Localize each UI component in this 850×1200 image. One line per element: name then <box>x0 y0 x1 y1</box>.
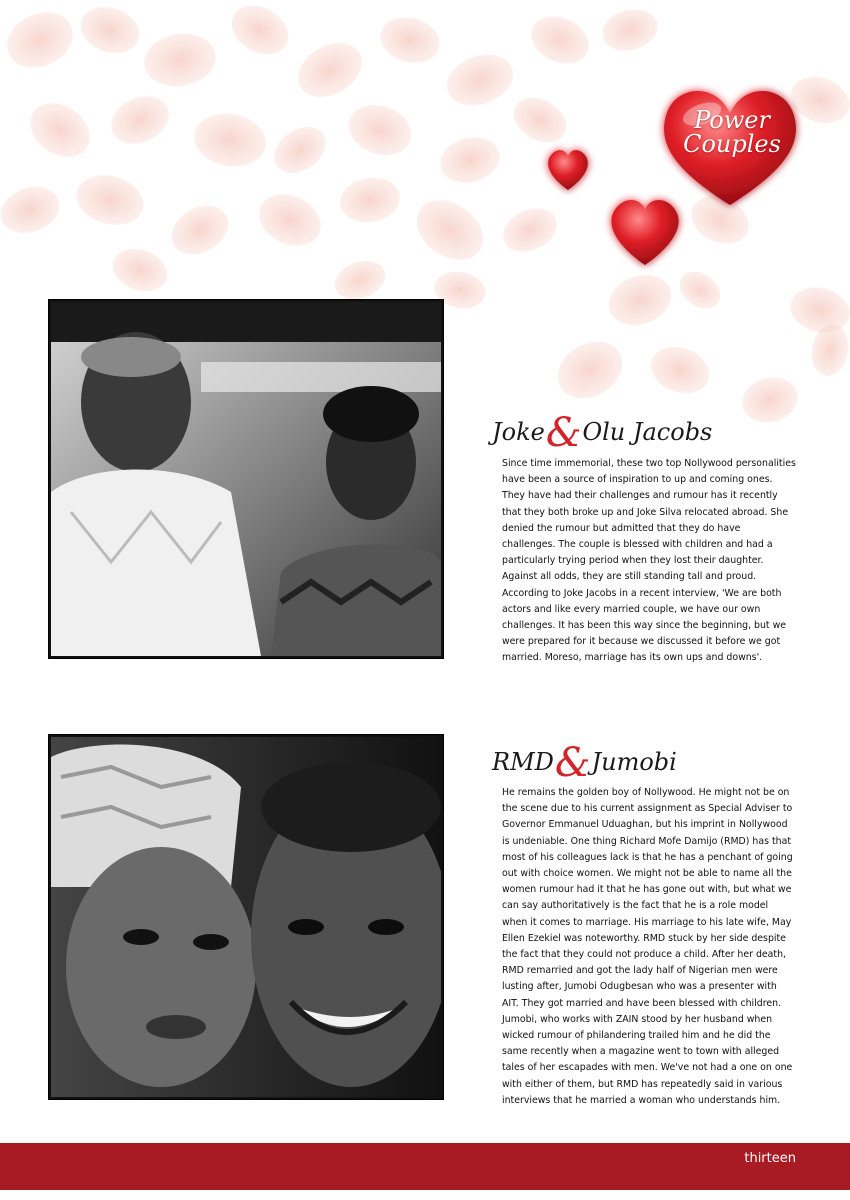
footer-bar <box>0 1143 850 1190</box>
ampersand: & <box>554 740 591 786</box>
article-title-jacobs <box>492 410 822 460</box>
heart-small-icon <box>548 150 588 190</box>
name-first: Joke <box>492 418 545 446</box>
heart-medium-icon <box>611 200 678 265</box>
article-body-jacobs: Since time immemorial, these two top Nollywood personalities have been a source of inspiration to up and coming ones. They have had their challenges and rumour has it recently that they both broke up and Joke Silva relocated abroad. She denied the rumour but admitted that they do have challenges. The couple is blessed with children and had a particularly trying period when they lost their daughter. Against all odds, they are still standing tall and proud. According to Joke Jacobs in a recent interview, 'We are both actors and like every married couple, we have our own challenges. It has been this way since the beginning, but we were prepared for it because we discussed it before we got married. Moreso, marriage has its own ups and downs'. <box>502 458 796 664</box>
article-body-rmd: He remains the golden boy of Nollywood. He might not be on the scene due to his current assignment as Special Adviser to Governor Emmanuel Uduaghan, but his imprint in Nollywood is undeniable. One thing Richard Mofe Damijo (RMD) has that most of his colleagues lack is that he has a penchant of going out with choice women. We might not be able to name all the women rumour had it that he has gone out with, but what we can say authoritatively is the fact that he is a role model when it comes to marriage. His marriage to his late wife, May Ellen Ezekiel was noteworthy. RMD stuck by her side despite the fact that they could not produce a child. After her death, RMD remarried and got the lady half of Nigerian men were lusting after, Jumobi Odugbesan who was a presenter with AIT. They got married and have been blessed with children. Jumobi, who works with ZAIN stood by her husband when wicked rumour of philandering trailed him and he did the same recently when a magazine went to town with alleged tales of her escapades with men. We've not had a one on one with either of them, but RMD has repeatedly said in various interviews that he married a woman who understands him. <box>502 787 793 1106</box>
name-second: Jumobi <box>591 748 677 776</box>
badge-line1: Power <box>694 106 770 134</box>
power-couples-badge <box>676 108 788 156</box>
name-second: Olu Jacobs <box>582 418 713 446</box>
hearts-graphic <box>530 70 820 280</box>
couple-photo-jacobs <box>49 300 443 658</box>
badge-line2: Couples <box>683 130 781 158</box>
article-title-rmd <box>492 740 822 790</box>
page-number: thirteen <box>744 1151 796 1166</box>
name-first: RMD <box>492 748 554 776</box>
ampersand: & <box>545 410 582 456</box>
couple-photo-rmd <box>49 735 443 1099</box>
